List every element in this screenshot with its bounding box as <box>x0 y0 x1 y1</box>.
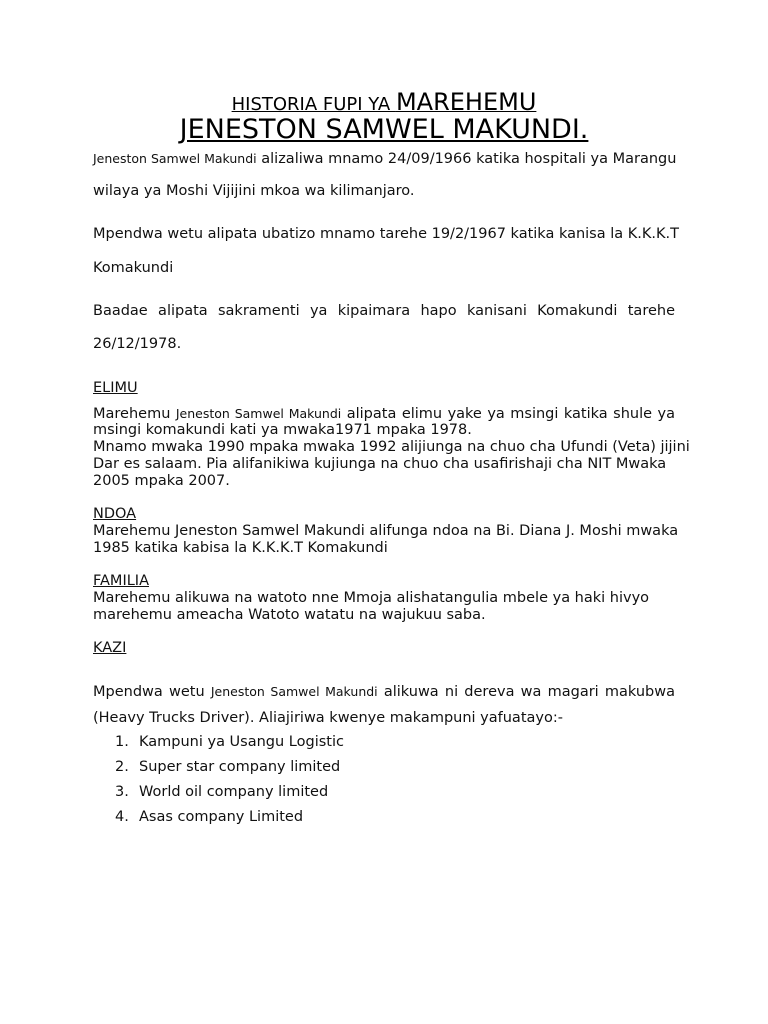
elimu-line2: msingi komakundi kati ya mwaka1971 mpaka 1978. <box>93 422 472 438</box>
baptism-paragraph-line2: Komakundi <box>93 260 174 276</box>
elimu-line3: Mnamo mwaka 1990 mpaka mwaka 1992 alijiunga na chuo cha Ufundi (Veta) jijini <box>93 439 690 455</box>
familia-line1: Marehemu alikuwa na watoto nne Mmoja alishatangulia mbele ya haki hivyo <box>93 590 650 606</box>
list-number: 4. <box>115 809 129 825</box>
deceased-name: Jeneston Samwel Makundi <box>93 151 257 166</box>
confirmation-paragraph-line2: 26/12/1978. <box>93 336 182 352</box>
ndoa-line1: Marehemu Jeneston Samwel Makundi alifunga ndoa na Bi. Diana J. Moshi mwaka <box>93 523 679 539</box>
baptism-paragraph-line1: Mpendwa wetu alipata ubatizo mnamo tarehe 19/2/1967 katika kanisa la K.K.K.T <box>93 226 679 242</box>
list-number: 2. <box>115 759 129 775</box>
elimu-name: Jeneston Samwel Makundi <box>175 406 342 421</box>
document-title-line1 <box>0 88 768 116</box>
kazi-prefix: Mpendwa wetu <box>93 684 211 700</box>
birth-paragraph-line1 <box>93 150 675 168</box>
elimu-line1 <box>93 405 675 423</box>
birth-text: alizaliwa mnamo 24/09/1966 katika hospitali ya Marangu <box>256 151 677 167</box>
list-number: 3. <box>115 784 129 800</box>
section-heading-ndoa: NDOA <box>93 506 137 522</box>
confirmation-paragraph-line1: Baadae alipata sakramenti ya kipaimara hapo kanisani Komakundi tarehe <box>93 303 675 319</box>
elimu-line4: Dar es salaam. Pia alifanikiwa kujiunga na chuo cha usafirishaji cha NIT Mwaka <box>93 456 667 472</box>
birth-paragraph-line2: wilaya ya Moshi Vijijini mkoa wa kilimanjaro. <box>93 183 415 199</box>
list-item <box>115 759 340 775</box>
elimu-suffix: alipata elimu yake ya msingi katika shule ya <box>341 406 675 422</box>
list-number: 1. <box>115 734 129 750</box>
list-item <box>115 784 328 800</box>
company-name: Kampuni ya Usangu Logistic <box>139 734 344 750</box>
kazi-name: Jeneston Samwel Makundi <box>210 684 378 699</box>
document-title-line2: JENESTON SAMWEL MAKUNDI. <box>179 114 589 145</box>
kazi-suffix: alikuwa ni dereva wa magari makubwa <box>377 684 675 700</box>
section-heading-familia: FAMILIA <box>93 573 149 589</box>
list-item <box>115 734 344 750</box>
elimu-prefix: Marehemu <box>93 406 176 422</box>
company-name: Super star company limited <box>139 759 341 775</box>
familia-line2: marehemu ameacha Watoto watatu na wajukuu saba. <box>93 607 486 623</box>
ndoa-line2: 1985 katika kabisa la K.K.K.T Komakundi <box>93 540 388 556</box>
kazi-line1 <box>93 683 675 701</box>
company-name: World oil company limited <box>139 784 329 800</box>
title-prefix: HISTORIA FUPI YA <box>231 94 396 115</box>
company-name: Asas company Limited <box>139 809 304 825</box>
section-heading-kazi: KAZI <box>93 640 127 656</box>
kazi-line2: (Heavy Trucks Driver). Aliajiriwa kwenye makampuni yafuatayo:- <box>93 710 563 726</box>
title-main: MAREHEMU <box>395 88 537 116</box>
list-item <box>115 809 303 825</box>
section-heading-elimu: ELIMU <box>93 380 138 396</box>
elimu-line5: 2005 mpaka 2007. <box>93 473 230 489</box>
